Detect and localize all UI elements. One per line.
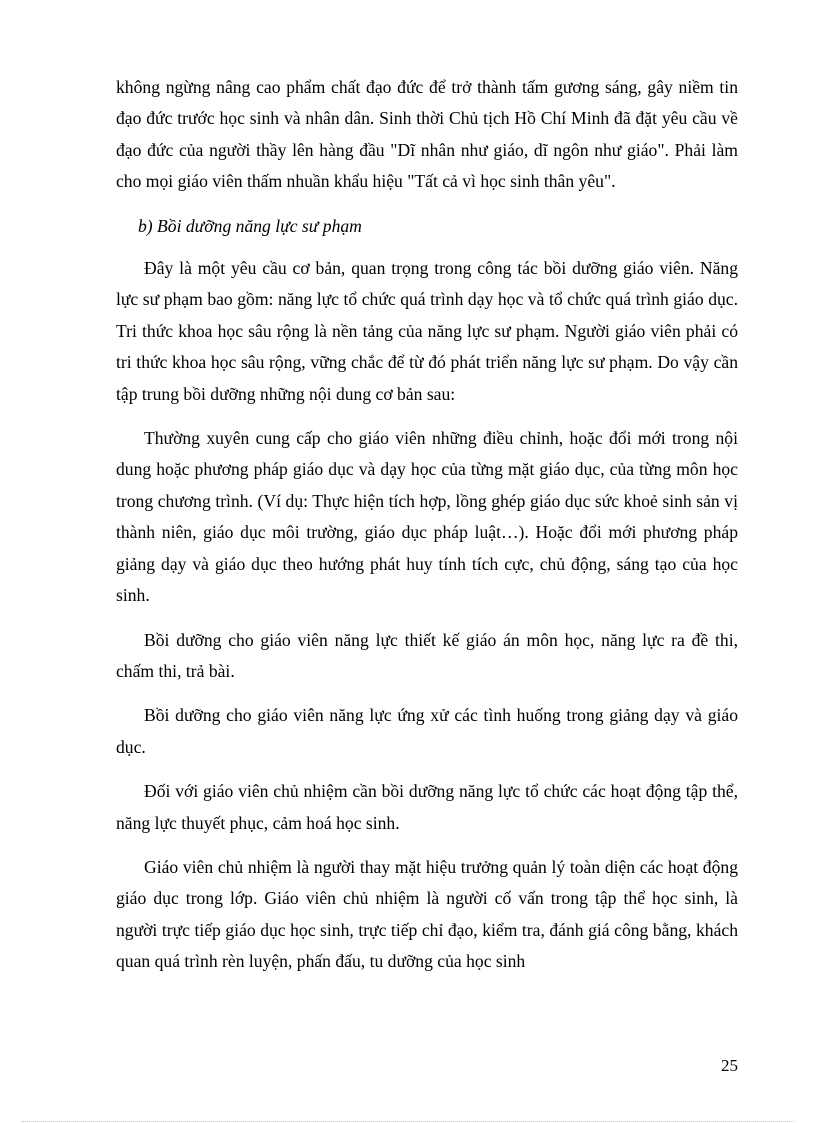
page-bottom-divider <box>22 1121 794 1122</box>
paragraph: Thường xuyên cung cấp cho giáo viên những điều chỉnh, hoặc đổi mới trong nội dung hoặc phương pháp giáo dục và dạy học của từng mặt giáo dục, của từng môn học trong chương trình. (Ví dụ: Thực hiện tích hợp, lồng ghép giáo dục sức khoẻ sinh sản vị thành niên, giáo dục môi trường, giáo dục pháp luật…). Hoặc đổi mới phương pháp giảng dạy và giáo dục theo hướng phát huy tính tích cực, chủ động, sáng tạo của học sinh. <box>116 428 738 606</box>
paragraph: Giáo viên chủ nhiệm là người thay mặt hiệu trưởng quản lý toàn diện các hoạt động giáo dục trong lớp. Giáo viên chủ nhiệm là người cố vấn trong tập thể học sinh, là người trực tiếp giáo dục học sinh, trực tiếp chỉ đạo, kiểm tra, đánh giá công bằng, khách quan quá trình rèn luyện, phấn đấu, tu dưỡng của học sinh <box>116 856 738 972</box>
page-number: 25 <box>721 1056 738 1075</box>
paragraph: Bồi dưỡng cho giáo viên năng lực thiết kế giáo án môn học, năng lực ra đề thi, chấm thi, trả bài. <box>116 629 738 681</box>
page-body <box>116 72 738 991</box>
paragraph: Đây là một yêu cầu cơ bản, quan trọng trong công tác bồi dưỡng giáo viên. Năng lực sư phạm bao gồm: năng lực tổ chức quá trình dạy học và tổ chức quá trình giáo dục. Tri thức khoa học sâu rộng là nền tảng của năng lực sư phạm. Người giáo viên phải có tri thức khoa học sâu rộng, vững chắc để từ đó phát triển năng lực sư phạm. Do vậy cần tập trung bồi dưỡng những nội dung cơ bản sau: <box>116 258 738 404</box>
paragraph: Đối với giáo viên chủ nhiệm cần bồi dưỡng năng lực tổ chức các hoạt động tập thể, năng lực thuyết phục, cảm hoá học sinh. <box>116 781 738 833</box>
paragraph: Bồi dưỡng cho giáo viên năng lực ứng xử các tình huống trong giảng dạy và giáo dục. <box>116 705 738 757</box>
paragraph-continuation: không ngừng nâng cao phẩm chất đạo đức để trở thành tấm gương sáng, gây niềm tin đạo đức trước học sinh và nhân dân. Sinh thời Chủ tịch Hồ Chí Minh đã đặt yêu cầu về đạo đức của người thầy lên hàng đầu "Dĩ nhân như giáo, dĩ ngôn như giáo". Phải làm cho mọi giáo viên thấm nhuần khẩu hiệu "Tất cả vì học sinh thân yêu". <box>116 77 738 192</box>
section-heading: b) Bồi dưỡng năng lực sư phạm <box>138 215 362 236</box>
